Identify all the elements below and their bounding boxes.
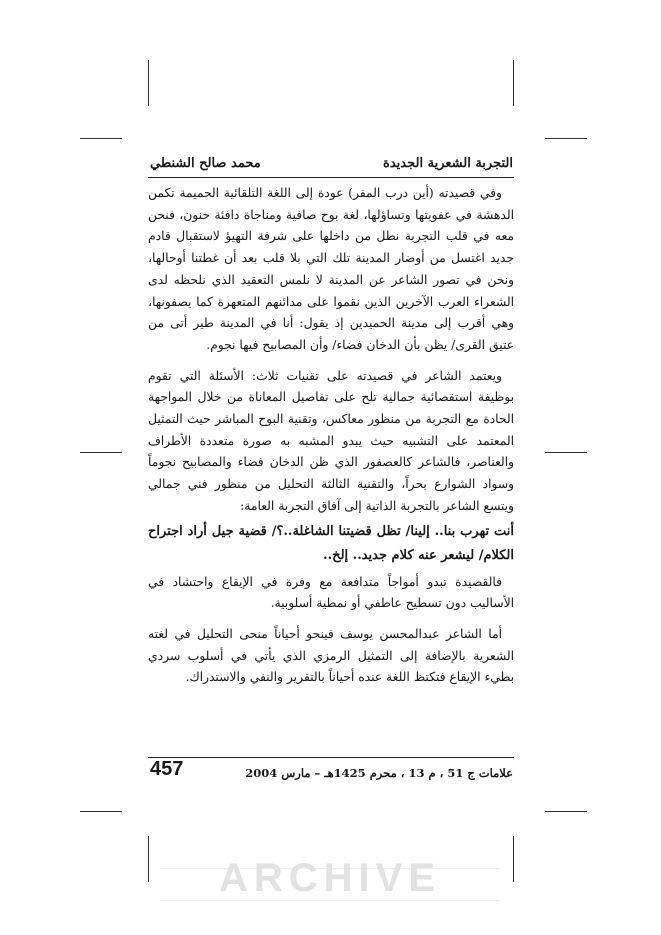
paragraph: أما الشاعر عبدالمحسن يوسف فينحو أحياناً منحى التحليل في لغته الشعرية بالإضافة إلى التمثيل الرمزي الذي يأتي في أسلوب سردي بطيء الإيقاع فتكتظ اللغة عنده أحياناً بالتقرير والنفي والاستدراك. — [148, 626, 514, 685]
crop-mark — [148, 836, 149, 882]
crop-mark — [545, 811, 587, 812]
crop-mark — [80, 138, 122, 139]
crop-mark — [545, 452, 587, 453]
book-title: التجربة الشعرية الجديدة — [383, 156, 513, 171]
crop-mark — [80, 811, 122, 812]
crop-mark — [513, 836, 514, 882]
author-name: محمد صالح الشنطي — [150, 156, 261, 171]
poem-quote: أنت تهرب بنا.. إلينا/ تظل قضيتنا الشاغلة..؟/ قضية جيل أراد اجتراح الكلام/ ليشعر عنه كلام جديد.. إلخ.. — [148, 523, 514, 563]
paragraph: فالقصيدة تبدو أمواجاً متدافعة مع وفرة في الإيقاع واحتشاد في الأساليب دون تسطيح عاطفي أو نمطية أسلوبية. — [148, 574, 514, 611]
journal-citation: علامات ج 51 ، م 13 ، محرم 1425هـ – مارس 2004 — [245, 766, 513, 780]
header-rule — [148, 177, 514, 178]
watermark-logo: ARCHIVE — [218, 856, 442, 900]
page-body — [148, 183, 514, 689]
page-number: 457 — [150, 758, 184, 780]
footer-rule — [148, 757, 514, 758]
crop-mark — [80, 452, 122, 453]
crop-mark — [148, 60, 149, 106]
paragraph: وفي قصيدته (أين درب المفر) عودة إلى اللغة التلقائية الحميمة تكمن الدهشة في عفويتها وتساؤلها، لغة بوح صافية ومناجاة دافئة حنون، فنحن معه في قلب التجربة نطل من داخلها على شرفة التهيؤ لاستقبال قادم جديد اغتسل من أوضار المدينة تلك التي بلا قلب بعد أن غطتنا أوحالها، ونحن في تصور الشاعر عن المدينة لا نلمس التعقيد الذي نلحظه لدى الشعراء العرب الآخرين الذين نقموا على مدائنهم المتعهرة كما يصفونها، وهي أقرب إلى مدينة الحميدين إذ يقول: أنا في المدينة طير أتى من عتيق القرى/ يظن بأن الدخان فضاء/ وأن المصابيح فيها نجوم. — [148, 186, 514, 352]
crop-mark — [545, 138, 587, 139]
paragraph: ويعتمد الشاعر في قصيدته على تقنيات ثلاث: الأسئلة التي تقوم بوظيفة استقصائية جمالية تلح على تفاصيل المعاناة من خلال المواجهة الحادة مع التجربة من منظور معاكس، وتقنية البوح المباشر حيث التمثيل المعتمد على التشبيه حيث يبدو المشبه به صورة متعددة الأطراف والعناصر، فالشاعر كالعصفور الذي ظن الدخان فضاء والمصابيح نجوماً وسواد الشوارع بحراً، والتقنية الثالثة التحليل من منظور فني جمالي ويتسع الشاعر بالتجربة الذاتية إلى آفاق التجربة العامة: — [148, 368, 514, 513]
crop-mark — [513, 60, 514, 106]
